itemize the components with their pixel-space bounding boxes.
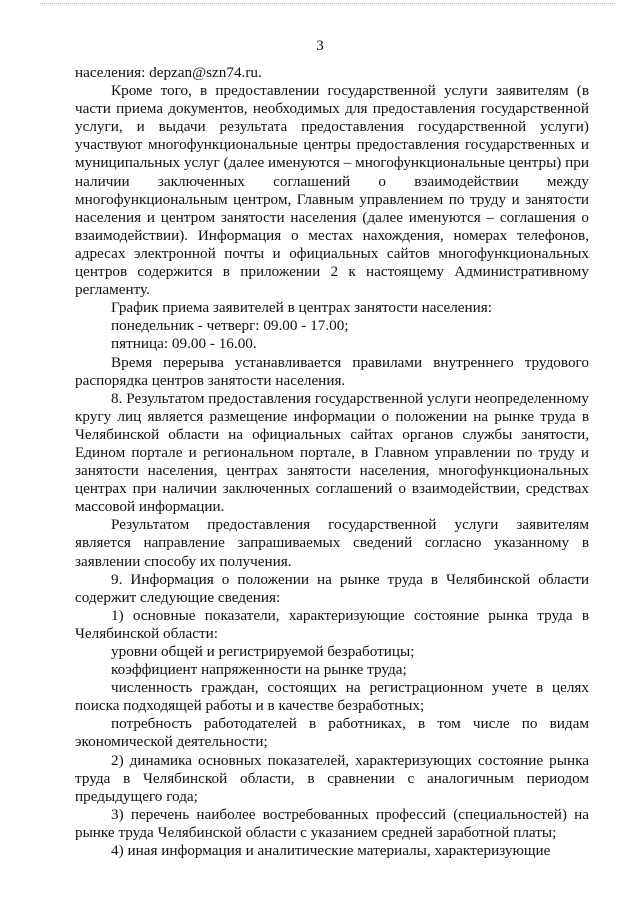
document-body xyxy=(75,64,589,860)
list-item: 2) динамика основных показателей, характеризующих состояние рынка труда в Челябинской области, в сравнении с аналогичным периодом предыдущего года; xyxy=(75,751,589,805)
list-item: потребность работодателей в работниках, в том числе по видам экономической деятельности; xyxy=(75,715,589,751)
page-number: 3 xyxy=(316,38,324,54)
list-item: 3) перечень наиболее востребованных профессий (специальностей) на рынке труда Челябинской области с указанием средней заработной платы; xyxy=(75,805,589,841)
paragraph: 9. Информация о положении на рынке труда в Челябинской области содержит следующие сведения: xyxy=(75,570,589,606)
list-item: уровни общей и регистрируемой безработицы; xyxy=(111,643,415,660)
list-item: численность граждан, состоящих на регистрационном учете в целях поиска подходящей работы и в качестве безработных; xyxy=(75,679,589,715)
paragraph: Время перерыва устанавливается правилами внутреннего трудового распорядка центров занятости населения. xyxy=(75,353,589,389)
schedule-line: пятница: 09.00 - 16.00. xyxy=(111,335,257,353)
list-item: 1) основные показатели, характеризующие состояние рынка труда в Челябинской области: xyxy=(75,606,589,642)
list-item: 4) иная информация и аналитические материалы, характеризующие xyxy=(111,842,551,860)
paragraph: 8. Результатом предоставления государственной услуги неопределенному кругу лиц является размещение информации о положении на рынке труда в Челябинской области на официальных сайтах органов службы занятости, Едином портале и региональном портале, в Главном управлении по труду и занятости населения, центрах занятости населения, многофункциональных центрах при наличии заключенных соглашений о взаимодействии, средствах массовой информации. xyxy=(75,389,589,516)
paragraph: населения: depzan@szn74.ru. xyxy=(75,64,262,81)
paragraph: Кроме того, в предоставлении государственной услуги заявителям (в части приема документов, необходимых для предоставления государственной услуги, и выдачи результата предоставления государственной услуги) участвуют многофункциональные центры предоставления государственных и муниципальных услуг (далее именуются – многофункциональные центры) при наличии заключенных соглашений о взаимодействии между многофункциональным центром, Главным управлением по труду и занятости населения и центром занятости населения (далее именуются – соглашения о взаимодействии). Информация о местах нахождения, номерах телефонов, адресах электронной почты и официальных сайтов многофункциональных центров содержится в приложении 2 к настоящему Административному регламенту. xyxy=(75,82,589,299)
scan-artifact-line xyxy=(40,3,615,4)
paragraph: График приема заявителей в центрах занятости населения: xyxy=(111,299,492,317)
schedule-line: понедельник - четверг: 09.00 - 17.00; xyxy=(111,317,349,335)
list-item: коэффициент напряженности на рынке труда; xyxy=(111,661,407,679)
paragraph: Результатом предоставления государственной услуги заявителям является направление запрашиваемых сведений согласно указанному в заявлении способу их получения. xyxy=(75,516,589,570)
